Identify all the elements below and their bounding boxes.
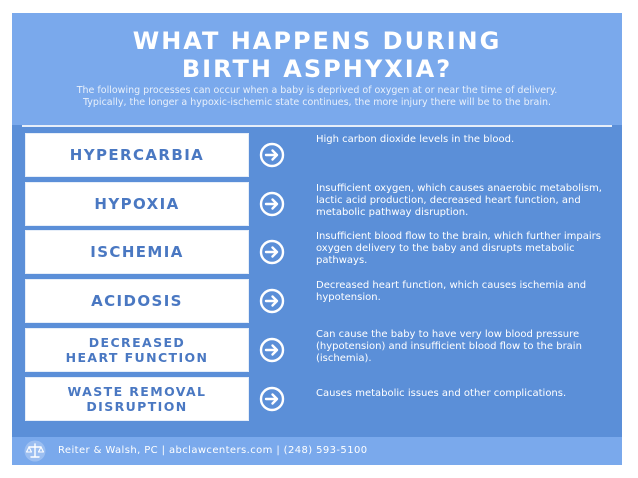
process-row-hypercarbia (12, 134, 622, 178)
term-label: ACIDOSIS (91, 292, 183, 310)
intro-text: The following processes can occur when a baby is deprived of oxygen at or near the time of delivery. Typically, the longer a hypoxic-ischemic state continues, the more injury there will be to the brain. (76, 85, 558, 108)
term-label: HYPOXIA (94, 195, 180, 213)
term-description: High carbon dioxide levels in the blood. (316, 134, 515, 145)
arrow-right-circle-icon (259, 337, 285, 363)
term-description: Decreased heart function, which causes ischemia and hypotension. (316, 280, 587, 303)
term-description: Can cause the baby to have very low blood pressure (hypotension) and insufficient blood flow to the brain (ischemia). (316, 329, 582, 364)
infographic-card (12, 13, 622, 465)
term-box (26, 329, 248, 371)
term-box (26, 134, 248, 176)
process-row-hypoxia (12, 183, 622, 227)
header (12, 13, 622, 125)
arrow-right-circle-icon (259, 386, 285, 412)
term-description: Insufficient blood flow to the brain, which further impairs oxygen delivery to the baby and disrupts metabolic pathways. (316, 231, 601, 266)
process-row-waste-removal-disruption (12, 378, 622, 422)
page-title: WHAT HAPPENS DURING BIRTH ASPHYXIA? (132, 27, 502, 83)
footer-contact: Reiter & Walsh, PC | abclawcenters.com | (248) 593-5100 (58, 445, 368, 456)
term-description: Insufficient oxygen, which causes anaerobic metabolism, lactic acid production, decreased heart function, and metabolic pathway disruption. (316, 183, 602, 218)
divider (22, 125, 612, 127)
term-description: Causes metabolic issues and other complications. (316, 388, 567, 399)
term-label: DECREASED HEART FUNCTION (65, 335, 209, 365)
term-label: WASTE REMOVAL DISRUPTION (67, 384, 207, 414)
process-row-decreased-heart-function (12, 329, 622, 373)
term-box (26, 183, 248, 225)
arrow-right-circle-icon (259, 191, 285, 217)
arrow-right-circle-icon (259, 288, 285, 314)
scales-of-justice-icon (24, 440, 46, 462)
term-box (26, 231, 248, 273)
process-row-ischemia (12, 231, 622, 275)
term-label: ISCHEMIA (90, 243, 184, 261)
process-row-acidosis (12, 280, 622, 324)
arrow-right-circle-icon (259, 239, 285, 265)
arrow-right-circle-icon (259, 142, 285, 168)
term-label: HYPERCARBIA (69, 146, 205, 164)
term-box (26, 378, 248, 420)
footer (12, 437, 622, 465)
term-box (26, 280, 248, 322)
